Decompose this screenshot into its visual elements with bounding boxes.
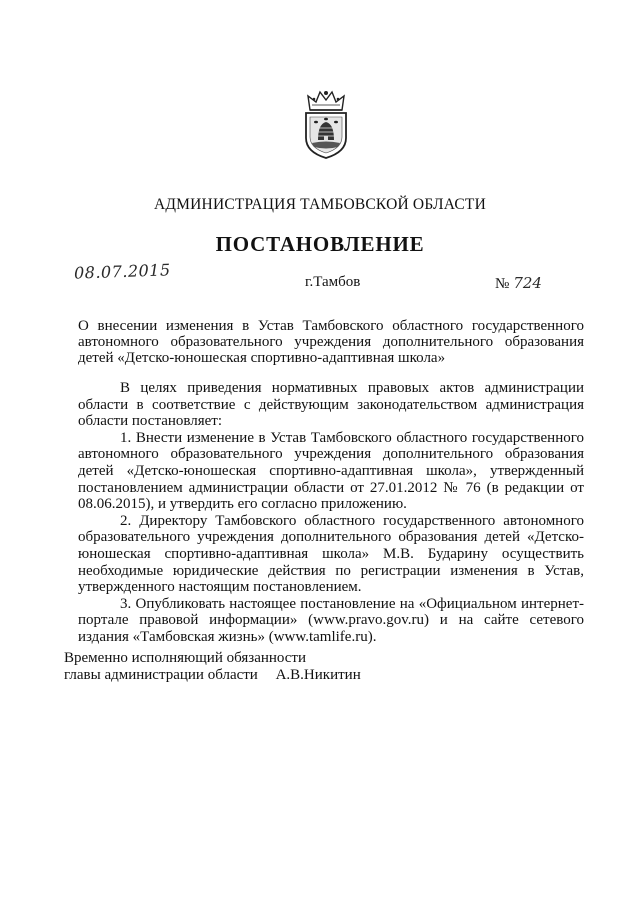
document-body [78, 380, 584, 646]
resolution-item: 1. Внести изменение в Устав Тамбовского областного государственного автономного образовательного учреждения дополнительного образования детей «Детско-юношеская спортивно-адаптивная школа», утвержденный постановлением администрации области от 27.01.2012 № 76 (в редакции от 08.06.2015), и утвердить его согласно приложению. [78, 429, 584, 513]
resolution-item: 3. Опубликовать настоящее постановление на «Официальном интернет-портале правовой информации» (www.pravo.gov.ru) и на сайте сетевого издания «Тамбовская жизнь» (www.tamlife.ru). [78, 595, 584, 645]
signatory-name: А.В.Никитин [275, 667, 361, 683]
document-number [495, 274, 542, 293]
signature-block [64, 650, 361, 684]
preamble-paragraph: В целях приведения нормативных правовых актов администрации области в соответствие с действующим законодательством администрация области постановляет: [78, 380, 584, 430]
number-value: 724 [513, 274, 542, 292]
document-place: г.Тамбов [305, 274, 361, 290]
organization-name: АДМИНИСТРАЦИЯ ТАМБОВСКОЙ ОБЛАСТИ [154, 196, 486, 213]
document-date: 08.07.2015 [73, 260, 171, 283]
document-type-title: ПОСТАНОВЛЕНИЕ [215, 232, 425, 256]
document-subject: О внесении изменения в Устав Тамбовского областного государственного автономного образовательного учреждения дополнительного образования детей «Детско-юношеская спортивно-адаптивная школа» [78, 318, 584, 366]
number-label: № [495, 276, 510, 292]
signatory-position-line2: главы администрации области [64, 667, 258, 683]
signatory-position-line1: Временно исполняющий обязанности [64, 650, 307, 666]
resolution-item: 2. Директору Тамбовского областного государственного автономного образовательного учреждения дополнительного образования детей «Детско-юношеская спортивно-адаптивная школа» М.В. Бударину осуществить необходимые юридические действия по регистрации изменения в Устав, утвержденного настоящим постановлением. [78, 512, 584, 596]
coat-of-arms-icon [300, 88, 352, 160]
signatory-line2 [64, 667, 361, 684]
